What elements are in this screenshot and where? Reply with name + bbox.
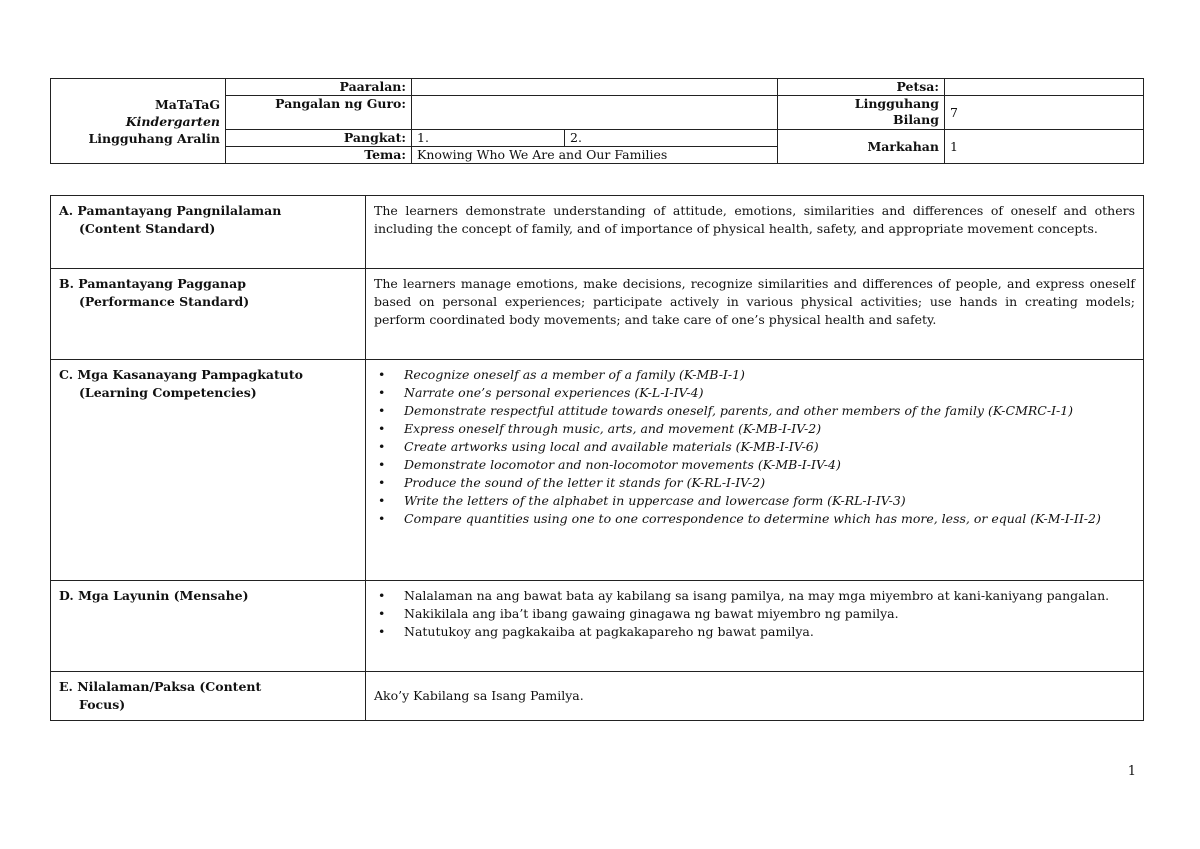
section-e-subtitle: Focus) (79, 697, 126, 712)
week-value[interactable]: 7 (945, 96, 1144, 130)
section-d-content (366, 581, 1144, 672)
theme-value[interactable]: Knowing Who We Are and Our Families (412, 147, 778, 164)
header-title-cell (51, 79, 226, 164)
competency-item: • Produce the sound of the letter it stands for (K-RL-I-IV-2) (404, 474, 1135, 492)
section-e-content: Ako’y Kabilang sa Isang Pamilya. (366, 672, 1144, 721)
objective-item: • Natutukoy ang pagkakaiba at pagkakapareho ng bawat pamilya. (404, 623, 1135, 641)
competency-item: • Write the letters of the alphabet in uppercase and lowercase form (K-RL-I-IV-3) (404, 492, 1135, 510)
competency-item: • Create artworks using local and available materials (K-MB-I-IV-6) (404, 438, 1135, 456)
section-c-content (366, 360, 1144, 581)
section-d-row (51, 581, 1144, 672)
group-2-field[interactable]: 2. (565, 130, 778, 147)
quarter-value[interactable]: 1 (945, 130, 1144, 164)
week-label-line-2: Bilang (893, 112, 939, 127)
week-label (778, 96, 945, 130)
group-label: Pangkat: (226, 130, 412, 147)
section-b-row (51, 269, 1144, 360)
competency-item: • Recognize oneself as a member of a family (K-MB-I-1) (404, 366, 1135, 384)
section-d-title: D. Mga Layunin (Mensahe) (59, 588, 249, 603)
section-a-label (51, 196, 366, 269)
theme-label: Tema: (226, 147, 412, 164)
content-table (50, 195, 1144, 721)
section-a-row (51, 196, 1144, 269)
section-a-title: A. Pamantayang Pangnilalaman (59, 203, 282, 218)
teacher-field[interactable] (412, 96, 778, 130)
date-field[interactable] (945, 79, 1144, 96)
header-table (50, 78, 1144, 164)
doc-type: Lingguhang Aralin (88, 130, 220, 146)
section-c-subtitle: (Learning Competencies) (79, 385, 257, 400)
competency-item: • Express oneself through music, arts, and movement (K-MB-I-IV-2) (404, 420, 1135, 438)
school-field[interactable] (412, 79, 778, 96)
section-c-label (51, 360, 366, 581)
objective-item: • Nakikilala ang iba’t ibang gawaing ginagawa ng bawat miyembro ng pamilya. (404, 605, 1135, 623)
date-label: Petsa: (778, 79, 945, 96)
level-name: Kindergarten (125, 113, 220, 129)
page-number: 1 (1127, 764, 1136, 779)
section-a-subtitle: (Content Standard) (79, 221, 216, 236)
section-b-title: B. Pamantayang Pagganap (59, 276, 246, 291)
objective-item: • Nalalaman na ang bawat bata ay kabilang sa isang pamilya, na may mga miyembro at kani-kaniyang pangalan. (404, 587, 1135, 605)
competency-item: • Narrate one’s personal experiences (K-L-I-IV-4) (404, 384, 1135, 402)
section-e-title: E. Nilalaman/Paksa (Content (59, 679, 262, 694)
section-a-content: The learners demonstrate understanding of attitude, emotions, similarities and differences of oneself and others including the concept of family, and of importance of physical health, safety, and appropriate movement concepts. (366, 196, 1144, 269)
section-b-label (51, 269, 366, 360)
group-1-field[interactable]: 1. (412, 130, 565, 147)
objectives-list (374, 587, 1135, 641)
competency-list (374, 366, 1135, 528)
week-label-line-1: Lingguhang (854, 96, 939, 111)
section-e-row (51, 672, 1144, 721)
section-d-label (51, 581, 366, 672)
section-e-label (51, 672, 366, 721)
teacher-label: Pangalan ng Guro: (226, 96, 412, 130)
section-b-subtitle: (Performance Standard) (79, 294, 250, 309)
quarter-label: Markahan (778, 130, 945, 164)
school-label: Paaralan: (226, 79, 412, 96)
section-c-row (51, 360, 1144, 581)
competency-item: • Compare quantities using one to one correspondence to determine which has more, less, or equal (K-M-I-II-2) (404, 510, 1135, 528)
competency-item: • Demonstrate respectful attitude towards oneself, parents, and other members of the family (K-CMRC-I-1) (404, 402, 1135, 420)
section-b-content: The learners manage emotions, make decisions, recognize similarities and differences of people, and express oneself based on personal experiences; participate actively in various physical activities; use hands in creating models; perform coordinated body movements; and take care of one’s physical health and safety. (366, 269, 1144, 360)
section-c-title: C. Mga Kasanayang Pampagkatuto (59, 367, 303, 382)
competency-item: • Demonstrate locomotor and non-locomotor movements (K-MB-I-IV-4) (404, 456, 1135, 474)
program-name: MaTaTaG (154, 96, 220, 112)
